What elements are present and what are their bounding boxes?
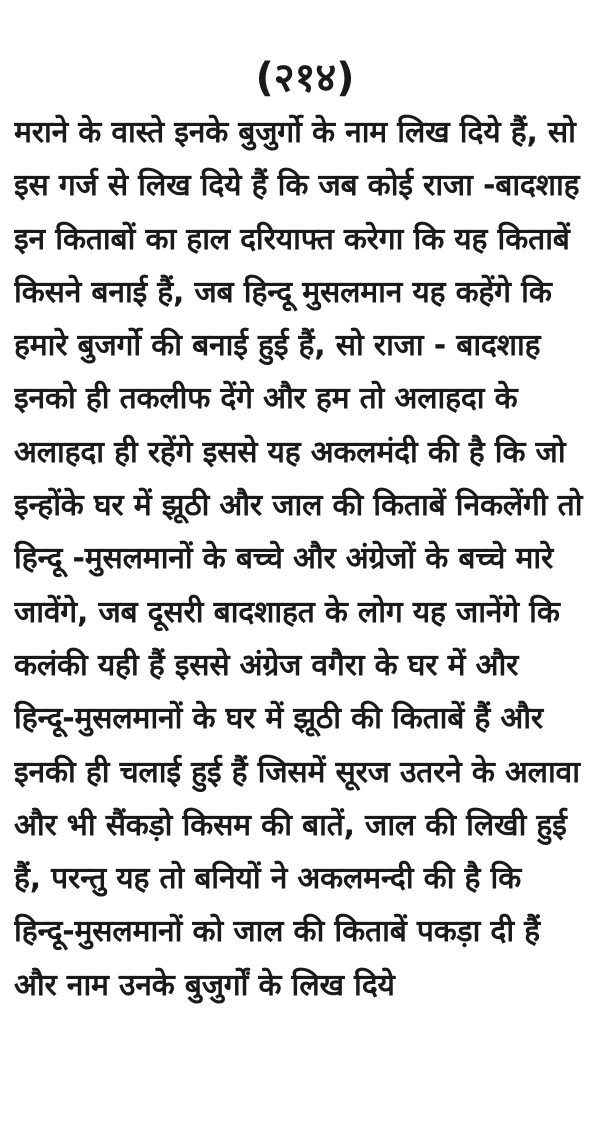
text-line: हिन्दू-मुसलमानों के घर में झूठी की किताबें हैं और [14,701,543,737]
text-line: कलंकी यही हैं इससे अंग्रेज वगैरा के घर में और [14,647,519,683]
text-line: और नाम उनके बुजुर्गों के लिख दिये [14,967,395,1003]
text-line: हिन्दू-मुसलमानों को जाल की किताबें पकड़ा दी हैं [14,914,540,950]
text-line: और भी सैंकड़ो किसम की बातें, जाल की लिखी हुई [14,807,567,843]
text-line: अलाहदा ही रहेंगे इससे यह अकलमंदी की है कि जो [14,434,566,470]
text-line: इन किताबों का हाल दरियाफ्त करेगा कि यह किताबें [14,221,570,257]
text-line: मराने के वास्ते इनके बुजुर्गो के नाम लिख दिये हैं, सो [14,115,576,150]
text-line: जावेंगे, जब दूसरी बादशाहत के लोग यह जानेंगे कि [14,594,560,630]
text-line: किसने बनाई हैं, जब हिन्दू मुसलमान यह कहेंगे कि [14,274,552,310]
text-line: हमारे बुजर्गो की बनाई हुई हैं, सो राजा - बादशाह [14,328,541,364]
text-line: इन्होंके घर में झूठी और जाल की किताबें निकलेंगी तो [14,488,583,524]
text-line: इस गर्ज से लिख दिये हैं कि जब कोई राजा -बादशाह [14,168,580,204]
body-text [14,106,600,1012]
text-line: हिन्दू -मुसलमानों के बच्चे और अंग्रेजों के बच्चे मारे [14,541,554,577]
text-line: इनकी ही चलाई हुई हैं जिसमें सूरज उतरने के अलावा [14,754,580,790]
text-line: इनको ही तकलीफ देंगे और हम तो अलाहदा के [14,381,518,417]
text-line: हैं, परन्तु यह तो बनियों ने अकलमन्दी की है कि [14,861,522,897]
page-number: (२१४) [255,55,355,101]
